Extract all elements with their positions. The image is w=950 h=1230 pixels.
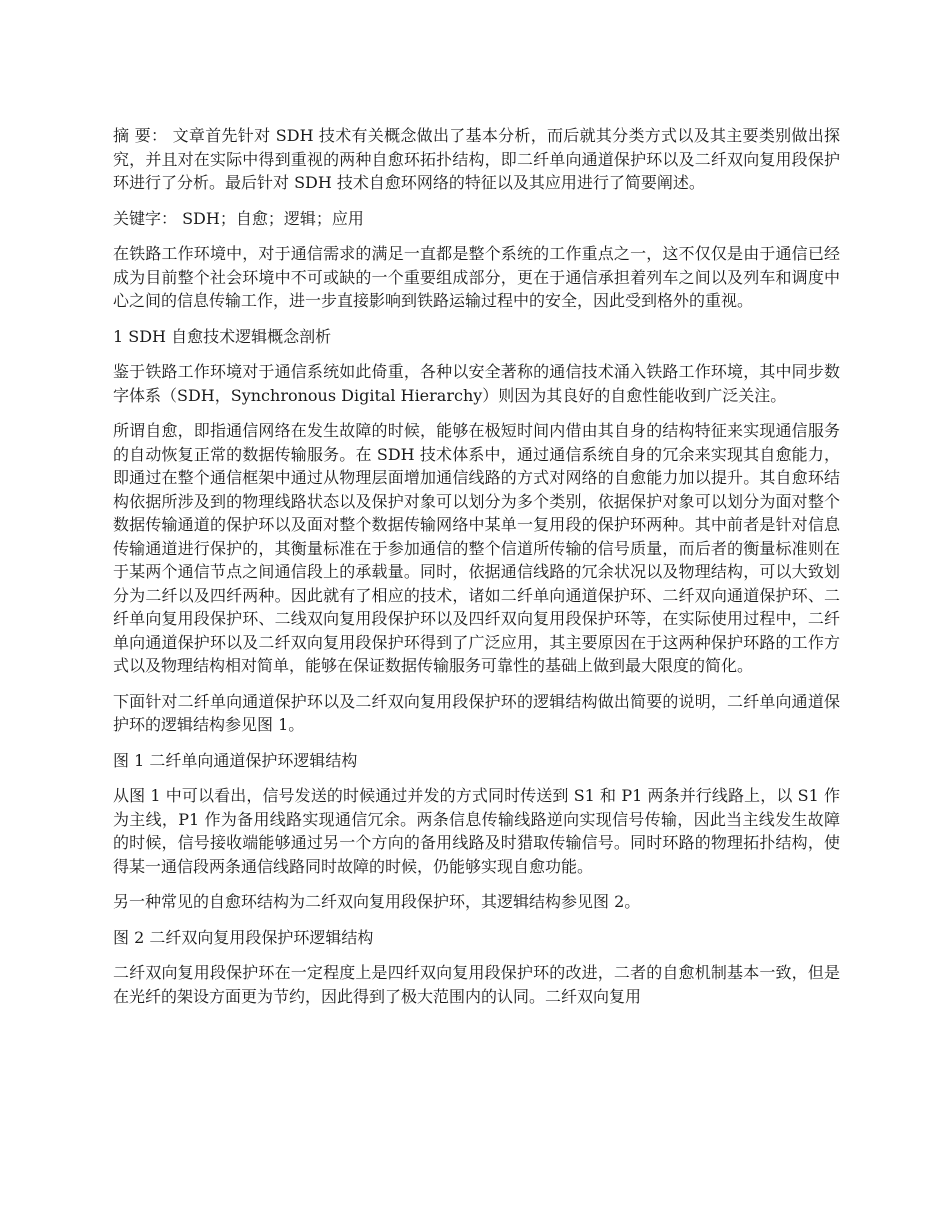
section-1-heading: 1 SDH 自愈技术逻辑概念剖析 [113,326,332,346]
abstract: 摘 要： 文章首先针对 SDH 技术有关概念做出了基本分析，而后就其分类方式以及其主要类别做出探究，并且对在实际中得到重视的两种自愈环拓扑结构，即二纤单向通道保护环以及二纤双向复用段保护环进行了分析。最后针对 SDH 技术自愈环网络的特征以及其应用进行了简要阐述。 [113,126,840,192]
paragraph-2: 所谓自愈，即指通信网络在发生故障的时候，能够在极短时间内借由其自身的结构特征来实现通信服务的自动恢复正常的数据传输服务。在 SDH 技术体系中，通过通信系统自身的冗余来实现其自愈能力，即通过在整个通信框架中通过从物理层面增加通信线路的方式对网络的自愈能力加以提升。其自愈环结构依据所涉及到的物理线路状态以及保护对象可以划分为多个类别，依据保护对象可以划分为面对整个数据传输通道的保护环以及面对整个数据传输网络中某单一复用段的保护环两种。其中前者是针对信息传输通道进行保护的，其衡量标准在于参加通信的整个信道所传输的信号质量，而后者的衡量标准则在于某两个通信节点之间通信段上的承载量。同时，依据通信线路的冗余状况以及物理结构，可以大致划分为二纤以及四纤两种。因此就有了相应的技术，诸如二纤单向通道保护环、二纤双向通道保护环、二纤单向复用段保护环、二线双向复用段保护环以及四纤双向复用段保护环等，在实际使用过程中，二纤单向通道保护环以及二纤双向复用段保护环得到了广泛应用，其主要原因在于这两种保护环路的工作方式以及物理结构相对简单，能够在保证数据传输服务可靠性的基础上做到最大限度的简化。 [113,421,840,675]
keywords: 关键字： SDH；自愈；逻辑；应用 [113,208,364,228]
paragraph-4: 从图 1 中可以看出，信号发送的时候通过并发的方式同时传送到 S1 和 P1 两条并行线路上，以 S1 作为主线，P1 作为备用线路实现通信冗余。两条信息传输线路逆向实现信号传输，因此当主线发生故障的时候，信号接收端能够通过另一个方向的备用线路及时猎取传输信号。同时环路的物理拓扑结构，使得某一通信段两条通信线路同时故障的时候，仍能够实现自愈功能。 [113,786,840,876]
document-page [113,124,840,1020]
figure-1-caption: 图 1 二纤单向通道保护环逻辑结构 [113,750,358,770]
figure-2-caption: 图 2 二纤双向复用段保护环逻辑结构 [113,927,374,947]
intro-paragraph: 在铁路工作环境中，对于通信需求的满足一直都是整个系统的工作重点之一，这不仅仅是由于通信已经成为目前整个社会环境中不可或缺的一个重要组成部分，更在于通信承担着列车之间以及列车和调度中心之间的信息传输工作，进一步直接影响到铁路运输过程中的安全，因此受到格外的重视。 [113,244,840,310]
paragraph-1: 鉴于铁路工作环境对于通信系统如此倚重，各种以安全著称的通信技术涌入铁路工作环境，其中同步数字体系（SDH，Synchronous Digital Hierarchy）则因为其良好的自愈性能收到广泛关注。 [113,362,840,405]
paragraph-5: 另一种常见的自愈环结构为二纤双向复用段保护环，其逻辑结构参见图 2。 [113,892,641,911]
paragraph-6: 二纤双向复用段保护环在一定程度上是四纤双向复用段保护环的改进，二者的自愈机制基本一致，但是在光纤的架设方面更为节约，因此得到了极大范围内的认同。二纤双向复用 [113,963,840,1006]
paragraph-3: 下面针对二纤单向通道保护环以及二纤双向复用段保护环的逻辑结构做出简要的说明，二纤单向通道保护环的逻辑结构参见图 1。 [113,691,840,734]
